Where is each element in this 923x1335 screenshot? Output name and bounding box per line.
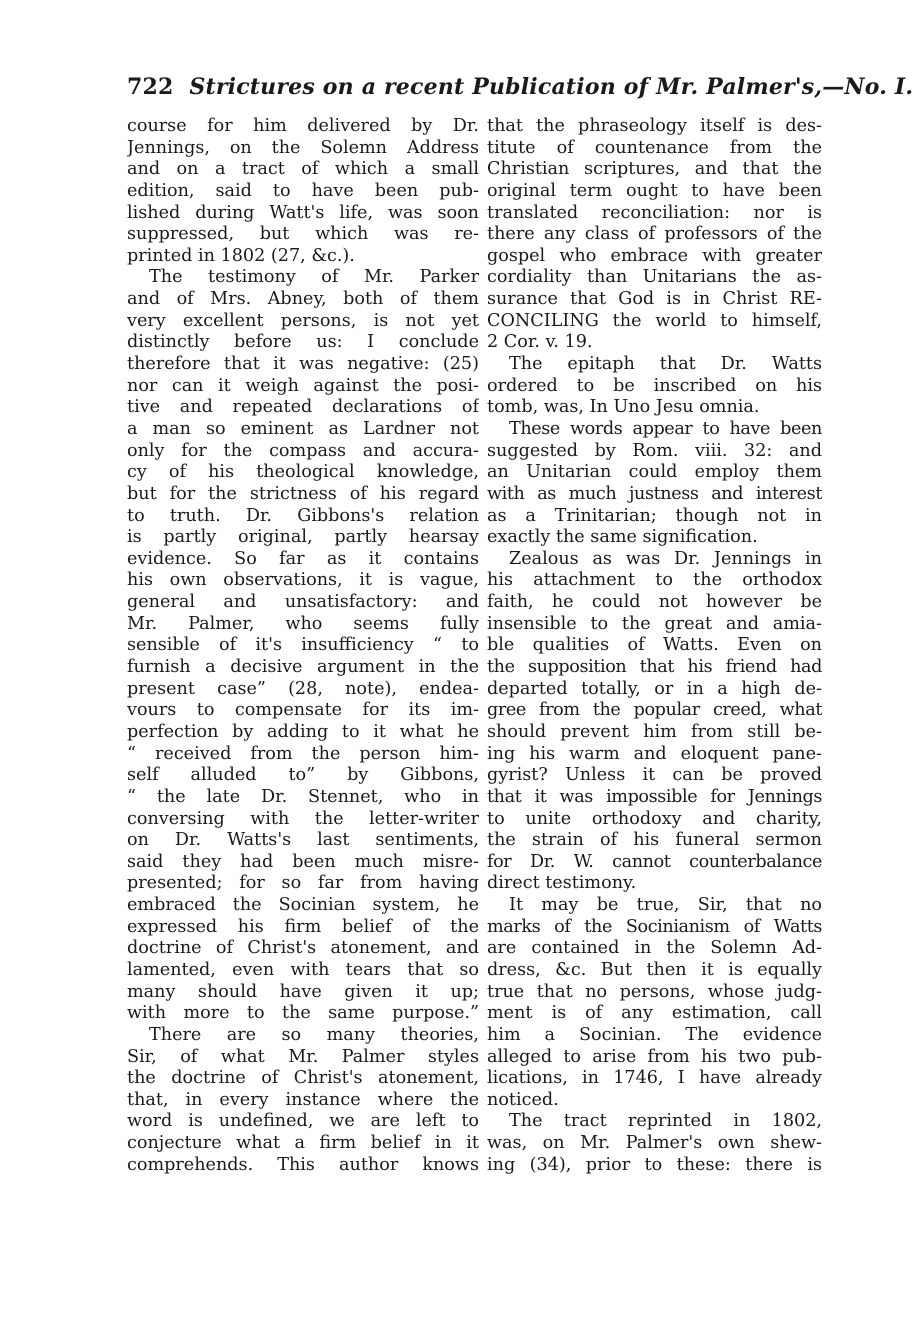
text-line: comprehends. This author knows: [127, 1154, 479, 1175]
text-line: that it was impossible for Jennings: [487, 786, 822, 807]
text-line: original term ought to have been: [487, 180, 822, 201]
text-line: doctrine of Christ's atonement, and: [127, 938, 479, 959]
text-line: to unite orthodoxy and charity,: [487, 808, 822, 829]
text-line: distinctly before us: I conclude: [127, 332, 479, 353]
running-header: [127, 74, 914, 100]
text-line: many should have given it up;: [127, 981, 479, 1002]
left-column: [127, 116, 479, 1176]
text-line: departed totally, or in a high de-: [487, 678, 822, 699]
text-line: Zealous as was Dr. Jennings in: [509, 548, 822, 569]
text-line: ing his warm and eloquent pane-: [487, 743, 822, 764]
text-line: general and unsatisfactory: and: [127, 592, 479, 613]
text-line: “ received from the person him-: [127, 743, 479, 764]
text-line: his attachment to the orthodox: [487, 570, 822, 591]
text-line: lamented, even with tears that so: [127, 959, 479, 980]
text-line: furnish a decisive argument in the: [127, 657, 479, 678]
text-line: suppressed, but which was re-: [127, 224, 479, 245]
text-line: The tract reprinted in 1802,: [509, 1111, 822, 1132]
text-line: alleged to arise from his two pub-: [487, 1046, 822, 1067]
text-line: conversing with the letter-writer: [127, 808, 479, 829]
text-line: ment is of any estimation, call: [487, 1003, 822, 1024]
text-line: but for the strictness of his regard: [127, 483, 479, 504]
text-line: the supposition that his friend had: [487, 657, 822, 678]
text-line: expressed his firm belief of the: [127, 916, 479, 937]
text-line: perfection by adding to it what he: [127, 721, 479, 742]
text-line: is partly original, partly hearsay: [127, 527, 479, 548]
text-line: on Dr. Watts's last sentiments,: [127, 830, 479, 851]
text-line: There are so many theories,: [149, 1024, 479, 1045]
text-line: surance that God is in Christ RE-: [487, 289, 822, 310]
text-line: It may be true, Sir, that no: [509, 895, 822, 916]
text-line: suggested by Rom. viii. 32: and: [487, 440, 822, 461]
text-line: Sir, of what Mr. Palmer styles: [127, 1046, 479, 1067]
text-line: present case” (28, note), endea-: [127, 678, 479, 699]
text-line: said they had been much misre-: [127, 851, 479, 872]
text-line: dress, &c. But then it is equally: [487, 959, 822, 980]
text-line: exactly the same signification.: [487, 527, 758, 548]
text-line: as a Trinitarian; though not in: [487, 505, 822, 526]
text-line: conjecture what a firm belief in it: [127, 1133, 479, 1154]
text-line: printed in 1802 (27, &c.).: [127, 245, 355, 266]
text-line: ble qualities of Watts. Even on: [487, 635, 822, 656]
text-line: lications, in 1746, I have already: [487, 1068, 822, 1089]
text-line: nor can it weigh against the posi-: [127, 375, 479, 396]
text-line: only for the compass and accura-: [127, 440, 479, 461]
text-line: gospel who embrace with greater: [487, 245, 822, 266]
text-line: noticed.: [487, 1089, 559, 1110]
text-line: faith, he could not however be: [487, 592, 822, 613]
text-line: and on a tract of which a small: [127, 159, 479, 180]
text-line: cordiality than Unitarians the as-: [487, 267, 822, 288]
text-line: tive and repeated declarations of: [127, 397, 479, 418]
text-line: evidence. So far as it contains: [127, 548, 479, 569]
running-title: Strictures on a recent Publication of Mr. Palmer's,—No. I.: [189, 74, 914, 100]
text-line: that, in every instance where the: [127, 1089, 479, 1110]
text-line: vours to compensate for its im-: [127, 700, 479, 721]
text-line: should prevent him from still be-: [487, 721, 822, 742]
text-line: course for him delivered by Dr.: [127, 116, 479, 136]
text-line: that the phraseology itself is des-: [487, 116, 822, 136]
text-line: translated reconciliation: nor is: [487, 202, 822, 223]
text-line: gyrist? Unless it can be proved: [487, 765, 822, 786]
text-line: was, on Mr. Palmer's own shew-: [487, 1133, 822, 1154]
text-line: Christian scriptures, and that the: [487, 159, 822, 180]
text-line: with more to the same purpose.”: [127, 1003, 479, 1024]
text-line: edition, said to have been pub-: [127, 180, 479, 201]
text-line: an Unitarian could employ them: [487, 462, 822, 483]
text-line: gree from the popular creed, what: [487, 700, 822, 721]
text-line: 2 Cor. v. 19.: [487, 332, 593, 353]
page-number: 722: [127, 74, 174, 100]
text-line: self alluded to” by Gibbons,: [127, 765, 479, 786]
text-line: ordered to be inscribed on his: [487, 375, 822, 396]
text-line: true that no persons, whose judg-: [487, 981, 822, 1002]
text-line: Jennings, on the Solemn Address: [127, 137, 479, 158]
text-line: CONCILING the world to himself,: [487, 310, 822, 331]
text-line: him a Socinian. The evidence: [487, 1024, 822, 1045]
text-line: direct testimony.: [487, 873, 637, 894]
text-line: titute of countenance from the: [487, 137, 822, 158]
text-line: lished during Watt's life, was soon: [127, 202, 479, 223]
text-line: The testimony of Mr. Parker: [149, 267, 479, 288]
text-line: his own observations, it is vague,: [127, 570, 479, 591]
text-line: very excellent persons, is not yet: [127, 310, 479, 331]
text-line: the doctrine of Christ's atonement,: [127, 1068, 479, 1089]
text-line: The epitaph that Dr. Watts: [509, 354, 822, 375]
text-line: Mr. Palmer, who seems fully: [127, 613, 479, 634]
text-line: These words appear to have been: [509, 418, 822, 439]
text-line: to truth. Dr. Gibbons's relation: [127, 505, 479, 526]
text-line: and of Mrs. Abney, both of them: [127, 289, 479, 310]
text-line: marks of the Socinianism of Watts: [487, 916, 822, 937]
text-line: with as much justness and interest: [487, 483, 822, 504]
text-line: embraced the Socinian system, he: [127, 895, 479, 916]
text-line: tomb, was, In Uno Jesu omnia.: [487, 397, 760, 418]
text-line: a man so eminent as Lardner not: [127, 418, 479, 439]
text-line: there any class of professors of the: [487, 224, 822, 245]
text-line: “ the late Dr. Stennet, who in: [127, 786, 479, 807]
text-line: the strain of his funeral sermon: [487, 830, 822, 851]
text-line: word is undefined, we are left to: [127, 1111, 479, 1132]
text-line: presented; for so far from having: [127, 873, 479, 894]
text-line: sensible of it's insufficiency “ to: [127, 635, 479, 656]
text-line: are contained in the Solemn Ad-: [487, 938, 822, 959]
text-line: cy of his theological knowledge,: [127, 462, 479, 483]
text-line: therefore that it was negative: (25): [127, 354, 479, 375]
right-column: [487, 116, 822, 1176]
text-line: insensible to the great and amia-: [487, 613, 822, 634]
text-line: for Dr. W. cannot counterbalance: [487, 851, 822, 872]
text-line: ing (34), prior to these: there is: [487, 1154, 822, 1175]
